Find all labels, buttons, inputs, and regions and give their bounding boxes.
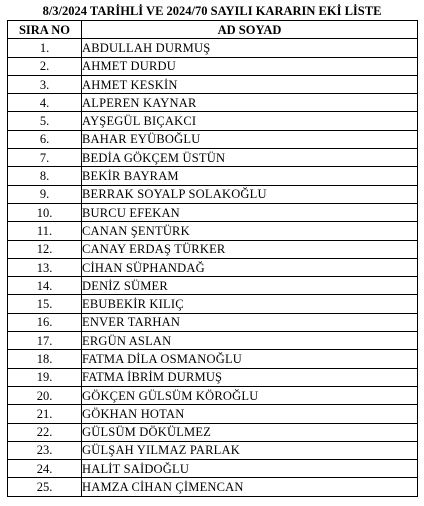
table-row [8, 386, 418, 404]
table-row [8, 350, 418, 368]
row-number: 16. [8, 313, 82, 331]
table-row [8, 185, 418, 203]
row-number: 18. [8, 350, 82, 368]
person-name: CANAN ŞENTÜRK [82, 222, 418, 240]
table-row [8, 94, 418, 112]
table-row [8, 39, 418, 57]
row-number: 17. [8, 332, 82, 350]
table-row [8, 57, 418, 75]
table-row [8, 295, 418, 313]
person-name: BERRAK SOYALP SOLAKOĞLU [82, 185, 418, 203]
table-row [8, 405, 418, 423]
person-name: BURCU EFEKAN [82, 203, 418, 221]
table-row [8, 149, 418, 167]
row-number: 13. [8, 258, 82, 276]
row-number: 1. [8, 39, 82, 57]
row-number: 12. [8, 240, 82, 258]
table-body [8, 39, 418, 496]
row-number: 7. [8, 149, 82, 167]
person-name: ALPEREN KAYNAR [82, 94, 418, 112]
row-number: 11. [8, 222, 82, 240]
name-list-table [7, 20, 418, 497]
table-row [8, 277, 418, 295]
table-row [8, 240, 418, 258]
row-number: 8. [8, 167, 82, 185]
row-number: 4. [8, 94, 82, 112]
person-name: AHMET KESKİN [82, 75, 418, 93]
table-row [8, 368, 418, 386]
row-number: 25. [8, 478, 82, 496]
table-header-row [8, 21, 418, 39]
row-number: 21. [8, 405, 82, 423]
table-row [8, 441, 418, 459]
table-row [8, 478, 418, 496]
column-header-sira-no: SIRA NO [8, 21, 82, 39]
person-name: DENİZ SÜMER [82, 277, 418, 295]
person-name: FATMA DİLA OSMANOĞLU [82, 350, 418, 368]
person-name: BAHAR EYÜBOĞLU [82, 130, 418, 148]
row-number: 24. [8, 460, 82, 478]
table-row [8, 130, 418, 148]
row-number: 22. [8, 423, 82, 441]
row-number: 5. [8, 112, 82, 130]
column-header-ad-soyad: AD SOYAD [82, 21, 418, 39]
table-row [8, 423, 418, 441]
table-row [8, 167, 418, 185]
row-number: 10. [8, 203, 82, 221]
person-name: BEKİR BAYRAM [82, 167, 418, 185]
person-name: HAMZA CİHAN ÇİMENCAN [82, 478, 418, 496]
person-name: CİHAN SÜPHANDAĞ [82, 258, 418, 276]
row-number: 14. [8, 277, 82, 295]
person-name: AHMET DURDU [82, 57, 418, 75]
table-row [8, 460, 418, 478]
page-title: 8/3/2024 TARİHLİ VE 2024/70 SAYILI KARARIN EKİ LİSTE [42, 4, 382, 18]
table-row [8, 332, 418, 350]
row-number: 20. [8, 386, 82, 404]
person-name: GÜLSÜM DÖKÜLMEZ [82, 423, 418, 441]
person-name: ABDULLAH DURMUŞ [82, 39, 418, 57]
person-name: AYŞEGÜL BIÇAKCI [82, 112, 418, 130]
person-name: GÖKHAN HOTAN [82, 405, 418, 423]
row-number: 6. [8, 130, 82, 148]
person-name: CANAY ERDAŞ TÜRKER [82, 240, 418, 258]
row-number: 15. [8, 295, 82, 313]
person-name: ENVER TARHAN [82, 313, 418, 331]
row-number: 2. [8, 57, 82, 75]
person-name: GÜLŞAH YILMAZ PARLAK [82, 441, 418, 459]
person-name: EBUBEKİR KILIÇ [82, 295, 418, 313]
person-name: GÖKÇEN GÜLSÜM KÖROĞLU [82, 386, 418, 404]
row-number: 19. [8, 368, 82, 386]
row-number: 23. [8, 441, 82, 459]
row-number: 3. [8, 75, 82, 93]
table-row [8, 203, 418, 221]
table-row [8, 112, 418, 130]
table-row [8, 222, 418, 240]
table-row [8, 75, 418, 93]
person-name: BEDİA GÖKÇEM ÜSTÜN [82, 149, 418, 167]
row-number: 9. [8, 185, 82, 203]
table-row [8, 258, 418, 276]
person-name: HALİT SAİDOĞLU [82, 460, 418, 478]
person-name: FATMA İBRİM DURMUŞ [82, 368, 418, 386]
person-name: ERGÜN ASLAN [82, 332, 418, 350]
table-row [8, 313, 418, 331]
